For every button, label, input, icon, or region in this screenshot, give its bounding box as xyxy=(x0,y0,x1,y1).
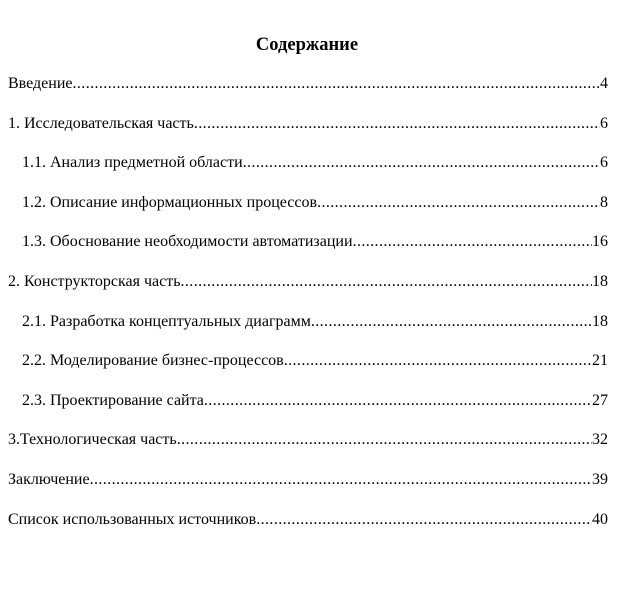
toc-entry-page-number: 32 xyxy=(592,431,608,449)
dot-leader xyxy=(284,351,592,371)
toc-entry-label: 2.2. Моделирование бизнес-процессов xyxy=(22,352,284,370)
toc-entry-introduction[interactable] xyxy=(8,74,608,114)
toc-entry-design-part[interactable] xyxy=(8,272,608,312)
toc-entry-label: Список использованных источников xyxy=(8,510,257,528)
toc-entry-concept-diagrams[interactable] xyxy=(8,312,608,352)
toc-entry-page-number: 40 xyxy=(592,510,608,528)
toc-entry-page-number: 8 xyxy=(600,193,608,211)
toc-entry-references[interactable] xyxy=(8,510,608,550)
dot-leader xyxy=(204,391,592,411)
toc-entry-label: Введение xyxy=(8,75,73,92)
toc-entry-page-number: 6 xyxy=(600,154,608,172)
toc-list xyxy=(8,74,608,549)
toc-entry-label: 3.Технологическая часть xyxy=(8,431,177,449)
toc-entry-page-number: 18 xyxy=(592,312,608,330)
dot-leader xyxy=(177,430,592,450)
toc-entry-conclusion[interactable] xyxy=(8,470,608,510)
dot-leader xyxy=(311,312,592,332)
toc-entry-page-number: 21 xyxy=(592,352,608,370)
toc-entry-page-number: 39 xyxy=(592,470,608,488)
toc-entry-research-part[interactable] xyxy=(8,114,608,154)
dot-leader xyxy=(256,510,592,530)
dot-leader xyxy=(317,193,600,213)
toc-entry-business-modeling[interactable] xyxy=(8,351,608,391)
toc-entry-page-number: 4 xyxy=(600,75,608,92)
toc-entry-automation-rationale[interactable] xyxy=(8,232,608,272)
toc-entry-label: 2.1. Разработка концептуальных диаграмм xyxy=(22,312,311,330)
toc-title: Содержание xyxy=(255,35,359,55)
toc-entry-site-design[interactable] xyxy=(8,391,608,431)
toc-entry-label: 2.3. Проектирование сайта xyxy=(22,391,204,409)
toc-entry-label: Заключение xyxy=(8,470,90,488)
toc-entry-label: 1.1. Анализ предметной области xyxy=(22,154,243,172)
toc-entry-label: 1.2. Описание информационных процессов xyxy=(22,193,318,211)
toc-entry-label: 1. Исследовательская часть xyxy=(8,114,194,132)
dot-leader xyxy=(194,114,600,134)
toc-entry-label: 2. Конструкторская часть xyxy=(8,272,181,290)
dot-leader xyxy=(243,153,600,173)
toc-entry-page-number: 27 xyxy=(592,391,608,409)
toc-entry-page-number: 18 xyxy=(592,272,608,290)
dot-leader xyxy=(353,232,592,252)
toc-entry-label: 1.3. Обоснование необходимости автоматизации xyxy=(22,233,353,251)
toc-entry-domain-analysis[interactable] xyxy=(8,153,608,193)
dot-leader xyxy=(73,74,601,94)
dot-leader xyxy=(181,272,593,292)
toc-entry-page-number: 6 xyxy=(600,114,608,132)
dot-leader xyxy=(90,470,592,490)
toc-entry-info-processes[interactable] xyxy=(8,193,608,233)
toc-entry-technology-part[interactable] xyxy=(8,430,608,470)
toc-entry-page-number: 16 xyxy=(592,233,608,251)
